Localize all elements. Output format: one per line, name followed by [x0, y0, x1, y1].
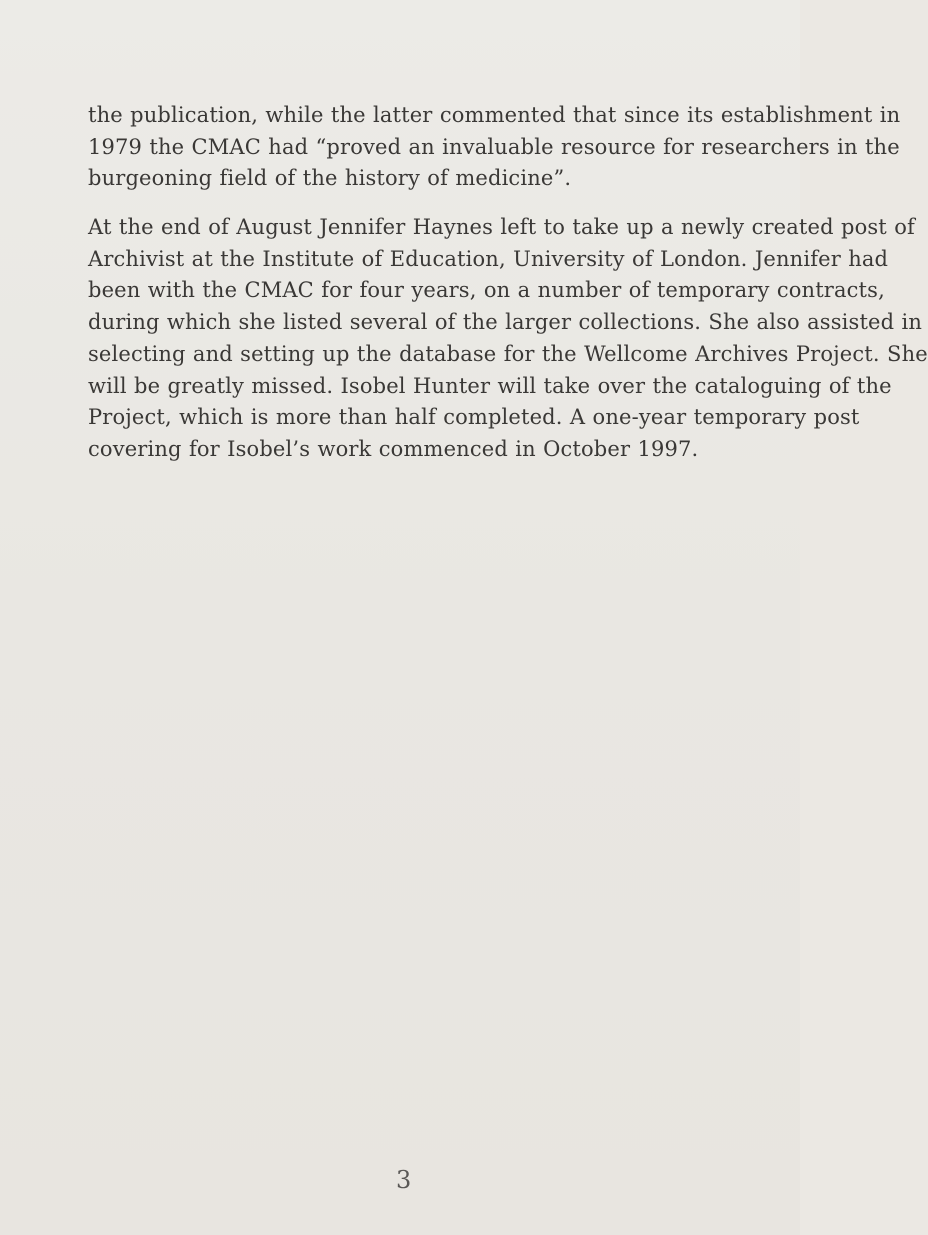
page-number: 3 [396, 1166, 412, 1194]
text-line: 1979 the CMAC had “proved an invaluable resource for researchers in the [88, 134, 900, 159]
text-line: been with the CMAC for four years, on a number of temporary contracts, [88, 278, 885, 303]
text-line: At the end of August Jennifer Haynes left to take up a newly created post of [88, 215, 915, 239]
text-line: Archivist at the Institute of Education, University of London. Jennifer had [88, 246, 889, 271]
text-line: will be greatly missed. Isobel Hunter will take over the cataloguing of the [88, 373, 892, 398]
paragraph-2 [88, 212, 928, 466]
text-line: burgeoning field of the history of medicine”. [88, 166, 572, 191]
text-line: Project, which is more than half completed. A one-year temporary post [88, 405, 860, 430]
text-line: the publication, while the latter commented that since its establishment in [88, 103, 901, 127]
text-line: covering for Isobel’s work commenced in October 1997. [88, 436, 699, 461]
text-line: selecting and setting up the database for the Wellcome Archives Project. She [88, 341, 928, 366]
paragraph-1 [88, 100, 901, 195]
text-line: during which she listed several of the larger collections. She also assisted in [88, 310, 923, 335]
